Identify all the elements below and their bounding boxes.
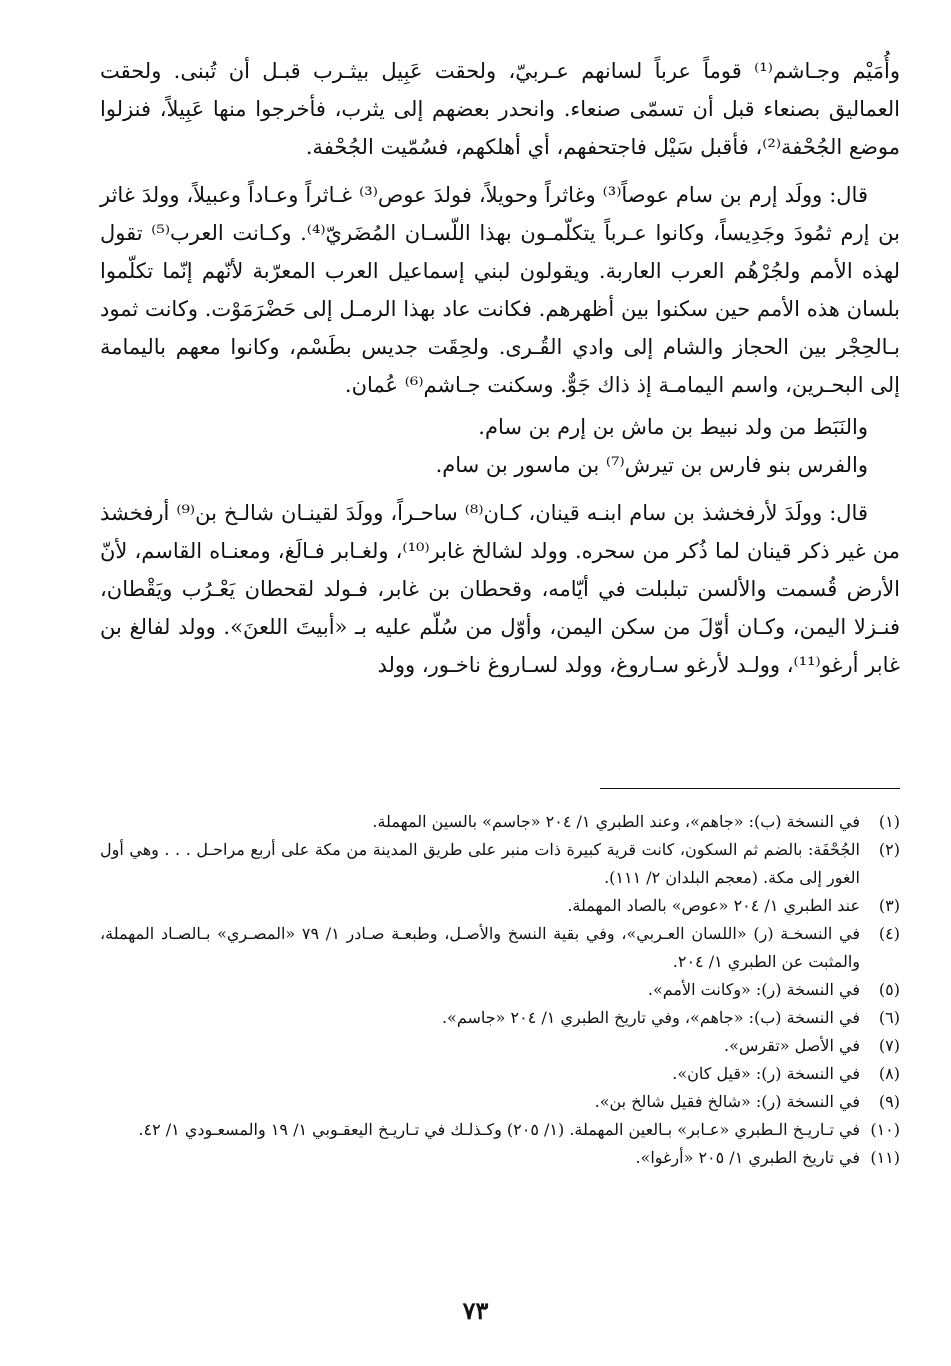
footnote-number: (٥) (878, 980, 900, 999)
footnote-text: في النسخـة (ر) «اللسان العـربي»، وفي بقية النسخ والأصـل، وطبعـة صـادر ١/ ٧٩ «المصـري» بـالصـاد المهملة، والمثبت عن الطبري ١/ ٢٠٤. (100, 924, 861, 971)
footnote-text: في تـاريـخ الـطبري «عـابر» بـالعين المهملة. (١/ ٢٠٥) وكـذلـك في تـاريـخ اليعقـوبي ١/ ١٩ والمسعـودي ١/ ٤٢. (138, 1120, 860, 1139)
footnote-number: (٤) (878, 924, 900, 943)
footnote-number: (٨) (878, 1064, 900, 1083)
footnote-text: في النسخة (ر): «شالخ فقيل شالخ بن». (594, 1092, 860, 1111)
footnote-number: (٣) (878, 896, 900, 915)
footnote-number: (٧) (878, 1036, 900, 1055)
footnote (100, 1004, 900, 1032)
footnote (100, 1116, 900, 1144)
footnote-text: في النسخة (ر): «وكانت الأمم». (647, 980, 860, 999)
footnote-text: في تاريخ الطبري ١/ ٢٠٥ «أرغوا». (635, 1148, 860, 1167)
paragraph-4: والفرس بنو فارس بن تيرش⁽⁷⁾ بن ماسور بن سام. (435, 453, 868, 477)
footnote (100, 1088, 900, 1116)
paragraph-5: قال: وولَدَ لأرفخشذ بن سام ابنـه قينان، كـان⁽⁸⁾ ساحـراً، وولَدَ لقينـان شالـخ بن⁽⁹⁾ أرفخشذ من غير ذكر قينان لما ذُكر من سحره. وولد لشالخ غابر⁽¹⁰⁾، ولغـابر فـالَغ، ومعنـاه القاسم، لأنّ الأرض قُسمت والألسن تبلبلت في أيّامه، وقحطان بن غابر، فـولد لقحطان يَعْـرُب ويَقْطان، فنـزلا اليمن، وكـان أوّلَ من سكن اليمن، وأوّل من سُلّم عليه بـ «أبيتَ اللعنَ». وولد لفالغ بن غابر أرغو⁽¹¹⁾، وولـد لأرغو سـاروغ، وولد لسـاروغ ناخـور، وولد (100, 501, 901, 677)
footnote (100, 892, 900, 920)
main-text (100, 52, 900, 684)
footnote-text: في النسخة (ر): «قيل كان». (672, 1064, 860, 1083)
footnote-number: (١٠) (870, 1120, 900, 1139)
footnote-text: في النسخة (ب): «جاهم»، وفي تاريخ الطبري ١/ ٢٠٤ «جاسم». (441, 1008, 860, 1027)
footnote (100, 808, 900, 836)
footnote-divider (600, 788, 900, 789)
paragraph-3: والنَبَط من ولد نبيط بن ماش بن إرم بن سام. (478, 415, 868, 439)
paragraph-1: وأُمَيْم وجـاشم⁽¹⁾ قوماً عرباً لسانهم عـربيّ، ولحقت عَبِيل بيثـرب قبـل أن تُبنى. ولحقت العماليق بصنعاء قبل أن تسمّى صنعاء. وانحدر بعضهم إلى يثرب، فأخرجوا منها عَبِيلاً، فنزلوا موضع الجُحْفة⁽²⁾، فأقبل سَيْل فاجتحفهم، أي أهلكهم، فسُمّيت الجُحْفة. (100, 59, 900, 159)
footnote (100, 1060, 900, 1088)
paragraph-2: قال: وولَد إرم بن سام عوصاً⁽³⁾ وغاثراً وحويلاً، فولدَ عوص⁽³⁾ غـاثراً وعـاداً وعبيلاً، وولدَ غاثر بن إرم ثمُودَ وجَدِيساً، وكانوا عـرباً يتكلّمـون بهذا اللّسـان المُضَريّ⁽⁴⁾. وكـانت العرب⁽⁵⁾ تقول لهذه الأمم ولجُرْهُم العرب العاربة. ويقولون لبني إسماعيل العرب المعرّبة لأنّهم إنّما تكلّموا بلسان هذه الأمم حين سكنوا بين أظهرهم. فكانت عاد بهذا الرمـل إلى حَضْرَمَوْت. وكانت ثمود بـالحِجْر بين الحجاز والشام إلى وادي القُـرى. ولحِقَت جديس بطَسْم، وكانوا معهم باليمامة إلى البحـرين، واسم اليمامـة إذ ذاك جَوٌّ. وسكنت جـاشم⁽⁶⁾ عُمان. (100, 183, 900, 397)
page-number: ٧٣ (462, 1296, 489, 1325)
footnote (100, 836, 900, 892)
footnote-text: في الأصل «تقرس». (724, 1036, 860, 1055)
footnote (100, 976, 900, 1004)
footnote (100, 920, 900, 976)
footnote-text: عند الطبري ١/ ٢٠٤ «عوص» بالصاد المهملة. (567, 896, 860, 915)
footnotes-list (100, 808, 900, 1172)
footnote-number: (٦) (878, 1008, 900, 1027)
footnote-number: (١) (878, 812, 900, 831)
footnote (100, 1032, 900, 1060)
footnote (100, 1144, 900, 1172)
footnote-number: (٢) (878, 840, 900, 859)
footnote-text: الجُحْفَة: بالضم ثم السكون، كانت قرية كبيرة ذات منبر على طريق المدينة من مكة على أربع مراحـل . . . وهي أول الغور إلى مكة. (معجم البلدان ٢/ ١١١). (100, 840, 860, 887)
footnote-number: (١١) (870, 1148, 900, 1167)
footnote-text: في النسخة (ب): «جاهم»، وعند الطبري ١/ ٢٠٤ «جاسم» بالسين المهملة. (372, 812, 860, 831)
footnote-number: (٩) (878, 1092, 900, 1111)
